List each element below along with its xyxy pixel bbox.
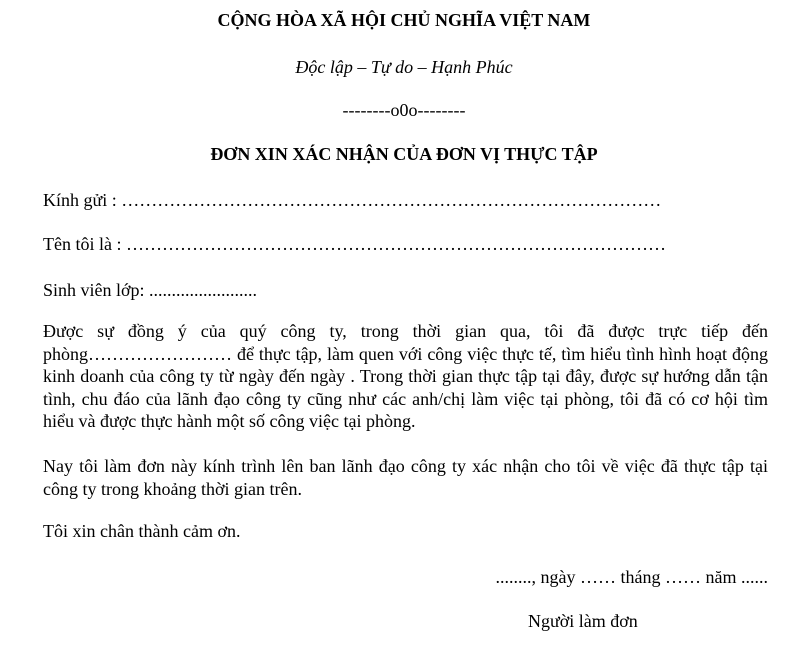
- separator: --------o0o--------: [342, 100, 466, 120]
- date-line: ........, ngày …… tháng …… năm ......: [495, 567, 768, 587]
- body-paragraph-2: Nay tôi làm đơn này kính trình lên ban lãnh đạo công ty xác nhận cho tôi về việc đã thực tập tại công ty trong khoảng thời gian trên.: [43, 456, 768, 499]
- name-field: Tên tôi là : ………………………………………………………………………………: [43, 234, 666, 254]
- motto: Độc lập – Tự do – Hạnh Phúc: [295, 57, 513, 77]
- class-field: Sinh viên lớp: ........................: [43, 280, 258, 300]
- signer-label: Người làm đơn: [528, 611, 638, 631]
- document-title: ĐƠN XIN XÁC NHẬN CỦA ĐƠN VỊ THỰC TẬP: [210, 144, 598, 164]
- recipient-field: Kính gửi : ………………………………………………………………………………: [43, 190, 662, 210]
- body-paragraph-1: Được sự đồng ý của quý công ty, trong thời gian qua, tôi đã được trực tiếp đến phòng…………………… để thực tập, làm quen với công việc thực tế, tìm hiểu tình hình hoạt động kinh doanh của công ty từ ngày đến ngày . Trong thời gian thực tập tại đây, được sự hướng dẫn tận tình, chu đáo của lãnh đạo công ty cũng như các anh/chị làm việc tại phòng, tôi đã có cơ hội tìm hiểu và được thực hành một số công việc tại phòng.: [43, 321, 768, 431]
- country-heading: CỘNG HÒA XÃ HỘI CHỦ NGHĨA VIỆT NAM: [217, 10, 591, 30]
- thanks-line: Tôi xin chân thành cảm ơn.: [43, 521, 241, 541]
